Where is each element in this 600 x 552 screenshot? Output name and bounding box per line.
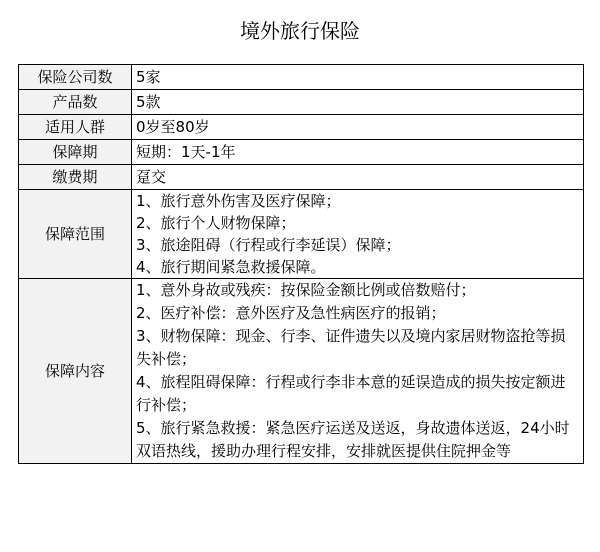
list-item: 3、旅途阻碍（行程或行李延误）保障； [136,236,401,254]
list-item: 3、财物保障：现金、行李、证件遗失以及境内家居财物盗抢等损失补偿； [136,327,566,368]
table-row-eligible-age [19,115,584,140]
row-value: 短期：1天-1年 [132,140,584,165]
insurance-info-table [18,64,584,464]
list-item: 2、旅行个人财物保障； [136,214,296,232]
list-item: 4、旅行期间紧急救援保障。 [136,258,326,276]
table-row-payment-period [19,165,584,190]
coverage-list [132,190,584,279]
row-value: 趸交 [132,165,584,190]
list-item: 1、意外身故或残疾：按保险金额比例或倍数赔付； [136,281,476,299]
table-row-coverage-period [19,140,584,165]
list-item: 1、旅行意外伤害及医疗保障； [136,192,341,210]
page-title: 境外旅行保险 [240,19,360,43]
row-value: 0岁至80岁 [132,115,584,140]
table-row-coverage-details [19,279,584,464]
list-item: 2、医疗补偿：意外医疗及急性病医疗的报销； [136,304,446,322]
row-label: 保障范围 [19,190,132,279]
table-row-product-count [19,90,584,115]
row-label: 保障期 [19,140,132,165]
content-list [132,279,584,464]
row-label: 适用人群 [19,115,132,140]
row-label: 保险公司数 [19,65,132,90]
row-label: 保障内容 [19,279,132,464]
list-item: 5、旅行紧急救援：紧急医疗运送及送返，身故遗体送返，24小时双语热线，援助办理行程安排，安排就医提供住院押金等 [136,419,570,460]
row-value: 5家 [132,65,584,90]
row-label: 产品数 [19,90,132,115]
list-item: 4、旅程阻碍保障：行程或行李非本意的延误造成的损失按定额进行补偿； [136,373,566,414]
table-row-insurer-count [19,65,584,90]
row-value: 5款 [132,90,584,115]
table-row-coverage-scope [19,190,584,279]
row-label: 缴费期 [19,165,132,190]
